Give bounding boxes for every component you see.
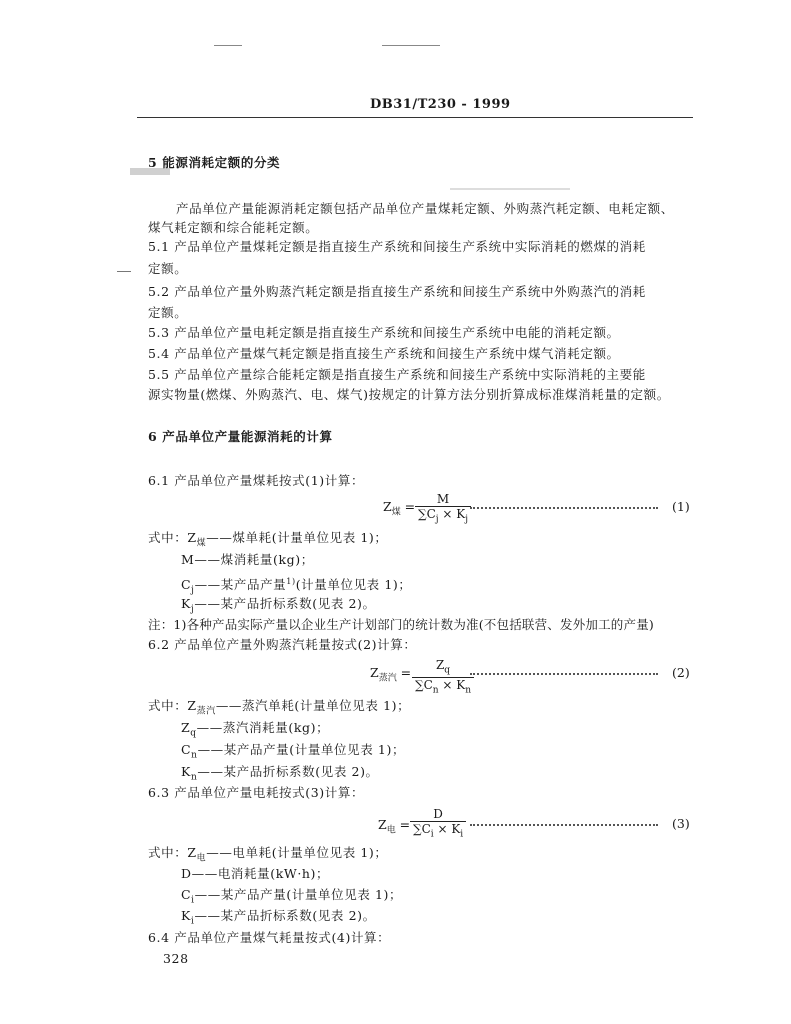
formula-3-number: (3) bbox=[672, 816, 690, 831]
note-1: 注：1)各种产品实际产量以企业生产计划部门的统计数为准(不包括联营、发外加工的产量) bbox=[148, 617, 654, 632]
clause-5-5: 5.5 产品单位产量综合能耗定额是指直接生产系统和间接生产系统中实际消耗的主要能 bbox=[148, 367, 646, 382]
definition-kn: $K_n——$某产品折标系数(见表 2)。 bbox=[181, 764, 379, 783]
section-5-title: 5 能源消耗定额的分类 bbox=[148, 155, 281, 170]
definition-kj: $K_j——$某产品折标系数(见表 2)。 bbox=[181, 596, 376, 615]
definition-ki: $K_i——$某产品折标系数(见表 2)。 bbox=[181, 908, 376, 927]
clause-5-4: 5.4 产品单位产量煤气耗定额是指直接生产系统和间接生产系统中煤气消耗定额。 bbox=[148, 346, 620, 361]
header-rule bbox=[137, 117, 693, 118]
scan-dash bbox=[117, 271, 131, 272]
clause-6-2: 6.2 产品单位产量外购蒸汽耗量按式(2)计算： bbox=[148, 637, 417, 652]
definition-cn: $C_n——$某产品产量(计量单位见表 1)； bbox=[181, 742, 406, 761]
clause-5-1: 5.1 产品单位产量煤耗定额是指直接生产系统和间接生产系统中实际消耗的燃煤的消耗 bbox=[148, 239, 646, 254]
clause-6-4: 6.4 产品单位产量煤气耗量按式(4)计算： bbox=[148, 930, 391, 945]
formula-2-leader bbox=[470, 673, 658, 675]
where-label: 式中：$Z_{蒸汽}——$蒸汽单耗(计量单位见表 1)； bbox=[148, 698, 411, 717]
section-5-intro-cont: 煤气耗定额和综合能耗定额。 bbox=[148, 220, 319, 235]
formula-1-number: (1) bbox=[672, 499, 690, 514]
clause-6-3: 6.3 产品单位产量电耗按式(3)计算： bbox=[148, 785, 365, 800]
definition-m: M——煤消耗量(kg)； bbox=[181, 552, 314, 567]
page-number: 328 bbox=[163, 951, 189, 966]
definition-d: D——电消耗量(kW·h)； bbox=[181, 866, 330, 881]
scan-mark bbox=[214, 45, 242, 46]
formula-3-fraction: $\frac{D}{\sum C_i \times K_i}$ bbox=[410, 807, 466, 841]
definition-zq: $Z_q——$蒸汽消耗量(kg)； bbox=[181, 720, 330, 739]
formula-1-lhs: $Z_煤$ = bbox=[383, 499, 416, 518]
doc-code: DB31/T230 - 1999 bbox=[370, 97, 511, 112]
clause-5-3: 5.3 产品单位产量电耗定额是指直接生产系统和间接生产系统中电能的消耗定额。 bbox=[148, 325, 620, 340]
formula-2-fraction: $\frac{Z_q}{\sum C_n \times K_n}$ bbox=[412, 658, 474, 698]
clause-5-2-cont: 定额。 bbox=[148, 305, 188, 320]
formula-3-lhs: $Z_电$ = bbox=[378, 817, 411, 836]
definition-ci: $C_i——$某产品产量(计量单位见表 1)； bbox=[181, 887, 403, 906]
scan-noise bbox=[450, 188, 570, 190]
clause-6-1: 6.1 产品单位产量煤耗按式(1)计算： bbox=[148, 473, 365, 488]
formula-1-leader bbox=[470, 507, 658, 509]
clause-5-2: 5.2 产品单位产量外购蒸汽耗定额是指直接生产系统和间接生产系统中外购蒸汽的消耗 bbox=[148, 284, 646, 299]
formula-2-lhs: $Z_{蒸汽}$ = bbox=[370, 665, 412, 684]
formula-3-leader bbox=[470, 824, 658, 826]
section-5-intro: 产品单位产量能源消耗定额包括产品单位产量煤耗定额、外购蒸汽耗定额、电耗定额、 bbox=[176, 201, 674, 216]
where-label: 式中：$Z_电——$电单耗(计量单位见表 1)； bbox=[148, 845, 388, 864]
clause-5-1-cont: 定额。 bbox=[148, 261, 188, 276]
scan-mark bbox=[382, 45, 440, 46]
formula-2-number: (2) bbox=[672, 665, 690, 680]
definition-cj: $C_j——$某产品产量$^{1)}$(计量单位见表 1)； bbox=[181, 577, 412, 596]
formula-1-fraction: $\frac{M}{\sum C_j \times K_j}$ bbox=[415, 492, 471, 526]
where-label: 式中：$Z_煤——$煤单耗(计量单位见表 1)； bbox=[148, 530, 388, 549]
clause-5-5-cont: 源实物量(燃煤、外购蒸汽、电、煤气)按规定的计算方法分别折算成标准煤消耗量的定额。 bbox=[148, 387, 670, 402]
section-6-title: 6 产品单位产量能源消耗的计算 bbox=[148, 429, 333, 444]
